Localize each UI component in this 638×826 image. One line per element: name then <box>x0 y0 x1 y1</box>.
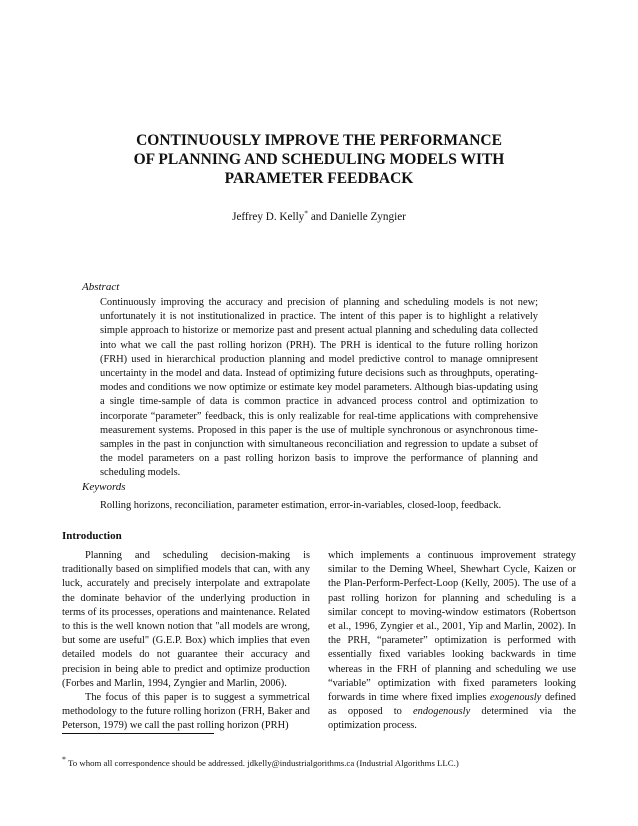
author-first: Jeffrey D. Kelly <box>232 211 305 223</box>
abstract-heading: Abstract <box>82 281 120 293</box>
intro-right-text-1: which implements a continuous improvement strategy similar to the Deming Wheel, Shewhart Cycle, Kaizen or the Plan-Perform-Perfect-Loop (Kelly, 2005). The use of a past rolling horizon for planning and scheduling is a similar concept to moving-window estimators (Robertson et al., 1996, Zyngier et al., 2001, Yip and Marlin, 2002). In the PRH, “parameter” optimization is performed with essentially fixed variables looking backwards in time whereas in the FRH of planning and scheduling we use “variable” optimization with fixed parameters looking forwards in time where fixed implies <box>328 550 576 704</box>
intro-paragraph-continued <box>328 549 576 734</box>
footnote-text: To whom all correspondence should be addressed. jdkelly@industrialgorithms.ca (Industrial Algorithms LLC.) <box>68 757 459 768</box>
intro-right-text-3: determined via the optimization process. <box>328 706 576 732</box>
intro-paragraph-2: The focus of this paper is to suggest a symmetrical methodology to the future rolling horizon (FRH, Baker and Peterson, 1979) we call the past rolling horizon (PRH) <box>62 692 310 732</box>
footnote-divider <box>62 733 214 734</box>
abstract-text: Continuously improving the accuracy and precision of planning and scheduling models is not new; unfortunately it is not institutionalized in practice. The intent of this paper is to highlight a relatively simple approach to historize or memorize past and present actual planning and scheduling data collected into what we call the past rolling horizon (PRH). The PRH is identical to the future rolling horizon (FRH) used in hierarchical production planning and model predictive control to manage omnipresent uncertainty in the model and data. Instead of optimizing future decisions such as throughputs, operating-modes and conditions we now optimize or estimate key model parameters. Although bias-updating using a single time-sample of data is common practice in advanced process control and optimization to incorporate “parameter” feedback, this is only realizable for real-time applications with comprehensive measurement systems. Proposed in this paper is the use of multiple synchronous or asynchronous time-samples in the past in conjunction with simultaneous reconciliation and regression to update a subset of the model parameters on a past rolling horizon basis to improve the performance of planning and scheduling models. <box>100 297 538 479</box>
intro-paragraph-1: Planning and scheduling decision-making is traditionally based on simplified models that can, with any luck, accurately and precisely interpolate and extrapolate the dominate behavior of the underlying production in terms of its processes, operations and maintenance. Related to this is the well known notion that "all models are wrong, but some are useful" (G.E.P. Box) which implies that even detailed models do not guarantee their accuracy and precision in being able to predict and optimize production (Forbes and Marlin, 1994, Zyngier and Marlin, 2006). <box>62 550 310 689</box>
introduction-heading: Introduction <box>62 530 122 542</box>
title-line-2: OF PLANNING AND SCHEDULING MODELS WITH <box>133 151 505 168</box>
footnote-marker: * <box>62 755 66 764</box>
keywords-text: Rolling horizons, reconciliation, parameter estimation, error-in-variables, closed-loop, feedback. <box>100 500 502 511</box>
title-line-3: PARAMETER FEEDBACK <box>224 170 414 187</box>
footnote <box>62 754 459 769</box>
paper-title <box>120 131 518 188</box>
intro-right-column <box>328 549 576 734</box>
author-rest: and Danielle Zyngier <box>308 211 406 223</box>
title-line-1: CONTINUOUSLY IMPROVE THE PERFORMANCE <box>136 132 502 149</box>
intro-right-emphasis-2: endogenously <box>413 706 471 718</box>
author-line <box>0 210 638 224</box>
intro-right-text-2: defined as opposed to <box>328 692 576 718</box>
intro-left-column <box>62 549 310 734</box>
intro-right-emphasis-1: exogenously <box>489 692 542 704</box>
author-footnote-marker: * <box>304 208 309 218</box>
keywords-heading: Keywords <box>82 481 126 493</box>
